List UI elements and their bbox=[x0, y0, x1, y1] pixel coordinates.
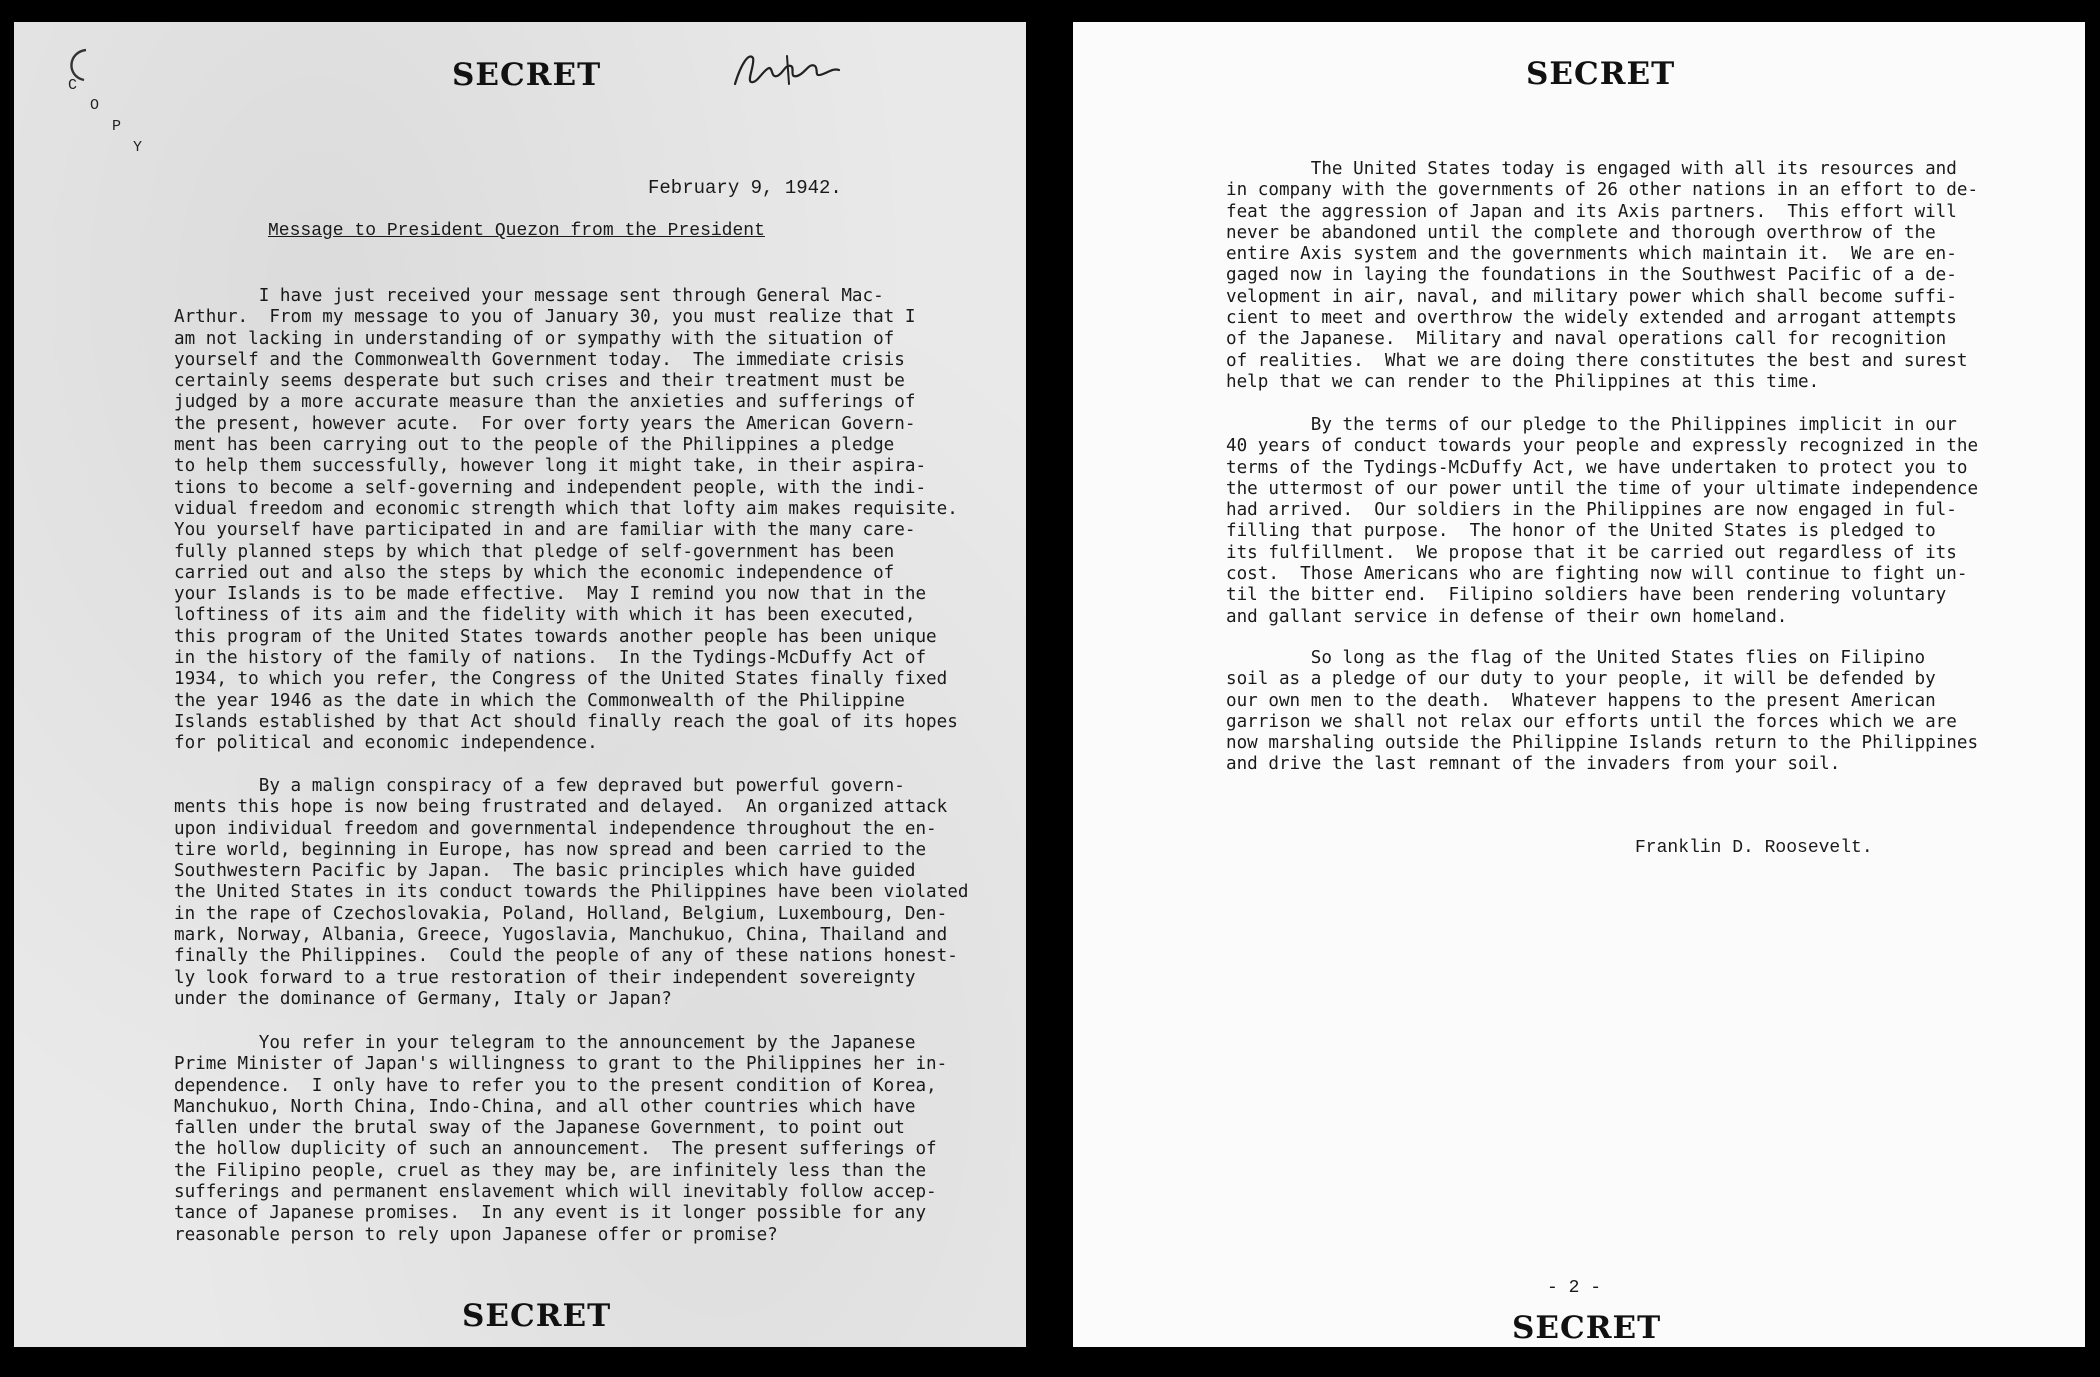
secret-stamp-top: SECRET bbox=[452, 57, 602, 93]
paragraph: By the terms of our pledge to the Philippines implicit in our 40 years of conduct towards your people and expressly recognized in the terms of the Tydings-McDuffy Act, we have undertaken to protect you to the uttermost of our power until the time of your ultimate independence had arrived. Our soldiers in the Philippines are now engaged in ful- filling that purpose. The honor of the United States is pledged to its fulfillment. We propose that it be carried out regardless of its cost. Those Americans who are fighting now will continue to fight un- til the bitter end. Filipino soldiers have been rendering voluntary and gallant service in defense of their own homeland. bbox=[1226, 415, 1979, 627]
copy-letter: Y bbox=[133, 139, 143, 156]
document-page-1 bbox=[14, 22, 1026, 1347]
copy-letter: C bbox=[68, 77, 78, 94]
copy-letter: O bbox=[90, 97, 100, 114]
document-page-2 bbox=[1073, 22, 2085, 1347]
letter-date: February 9, 1942. bbox=[648, 177, 842, 199]
secret-stamp-bottom: SECRET bbox=[1512, 1310, 1662, 1346]
handwritten-annotation-icon bbox=[729, 44, 859, 96]
paragraph: I have just received your message sent through General Mac- Arthur. From my message to you of January 30, you must realize that I am not lacking in understanding of or sympathy with the situation of yourself and the Commonwealth Government today. The immediate crisis certainly seems desperate but such crises and their treatment must be judged by a more accurate measure than the anxieties and sufferings of the present, however acute. For over forty years the American Govern- ment has been carrying out to the people of the Philippines a pledge to help them successfully, however long it might take, in their aspira- tions to become a self-governing and independent people, with the indi- vidual freedom and economic strength which that lofty aim makes requisite. You yourself have participated in and are familiar with the many care- fully planned steps by which that pledge of self-government has been carried out and also the steps by which the economic independence of your Islands is to be made effective. May I remind you now that in the loftiness of its aim and the fidelity with which it has been executed, this program of the United States towards another people has been unique in the history of the family of nations. In the Tydings-McDuffy Act of 1934, to which you refer, the Congress of the United States finally fixed the year 1946 as the date in which the Commonwealth of the Philippine Islands established by that Act should finally reach the goal of its hopes for political and economic independence. bbox=[174, 286, 958, 754]
signature: Franklin D. Roosevelt. bbox=[1635, 838, 1873, 858]
paragraph: By a malign conspiracy of a few depraved but powerful govern- ments this hope is now being frustrated and delayed. An organized attack upon individual freedom and governmental independence throughout the en- tire world, beginning in Europe, has now spread and been carried to the Southwestern Pacific by Japan. The basic principles which have guided the United States in its conduct towards the Philippines have been violated in the rape of Czechoslovakia, Poland, Holland, Belgium, Luxembourg, Den- mark, Norway, Albania, Greece, Yugoslavia, Manchukuo, China, Thailand and finally the Philippines. Could the people of any of these nations honest- ly look forward to a true restoration of their independent sovereignty under the dominance of Germany, Italy or Japan? bbox=[174, 776, 969, 1009]
copy-letter: P bbox=[112, 118, 122, 135]
paragraph: The United States today is engaged with all its resources and in company with the governments of 26 other nations in an effort to de- feat the aggression of Japan and its Axis partners. This effort will never be abandoned until the complete and thorough overthrow of the entire Axis system and the governments which maintain it. We are en- gaged now in laying the foundations in the Southwest Pacific of a de- velopment in air, naval, and military power which shall become suffi- cient to meet and overthrow the widely extended and arrogant attempts of the Japanese. Military and naval operations call for recognition of realities. What we are doing there constitutes the best and surest help that we can render to the Philippines at this time. bbox=[1226, 159, 1979, 392]
copy-mark-icon bbox=[60, 46, 100, 86]
letter-heading: Message to President Quezon from the President bbox=[268, 221, 765, 241]
paragraph: You refer in your telegram to the announcement by the Japanese Prime Minister of Japan's willingness to grant to the Philippines her in- dependence. I only have to refer you to the present condition of Korea, Manchukuo, North China, Indo-China, and all other countries which have fallen under the brutal sway of the Japanese Government, to point out the hollow duplicity of such an announcement. The present sufferings of the Filipino people, cruel as they may be, are infinitely less than the sufferings and permanent enslavement which will inevitably follow accep- tance of Japanese promises. In any event is it longer possible for any reasonable person to rely upon Japanese offer or promise? bbox=[174, 1033, 948, 1245]
secret-stamp-bottom: SECRET bbox=[462, 1298, 612, 1334]
page-number: - 2 - bbox=[1547, 1278, 1602, 1298]
paragraph: So long as the flag of the United States flies on Filipino soil as a pledge of our duty to your people, it will be defended by our own men to the death. Whatever happens to the present American garrison we shall not relax our efforts until the forces which we are now marshaling outside the Philippine Islands return to the Philippines and drive the last remnant of the invaders from your soil. bbox=[1226, 648, 1979, 775]
secret-stamp-top: SECRET bbox=[1526, 56, 1676, 92]
